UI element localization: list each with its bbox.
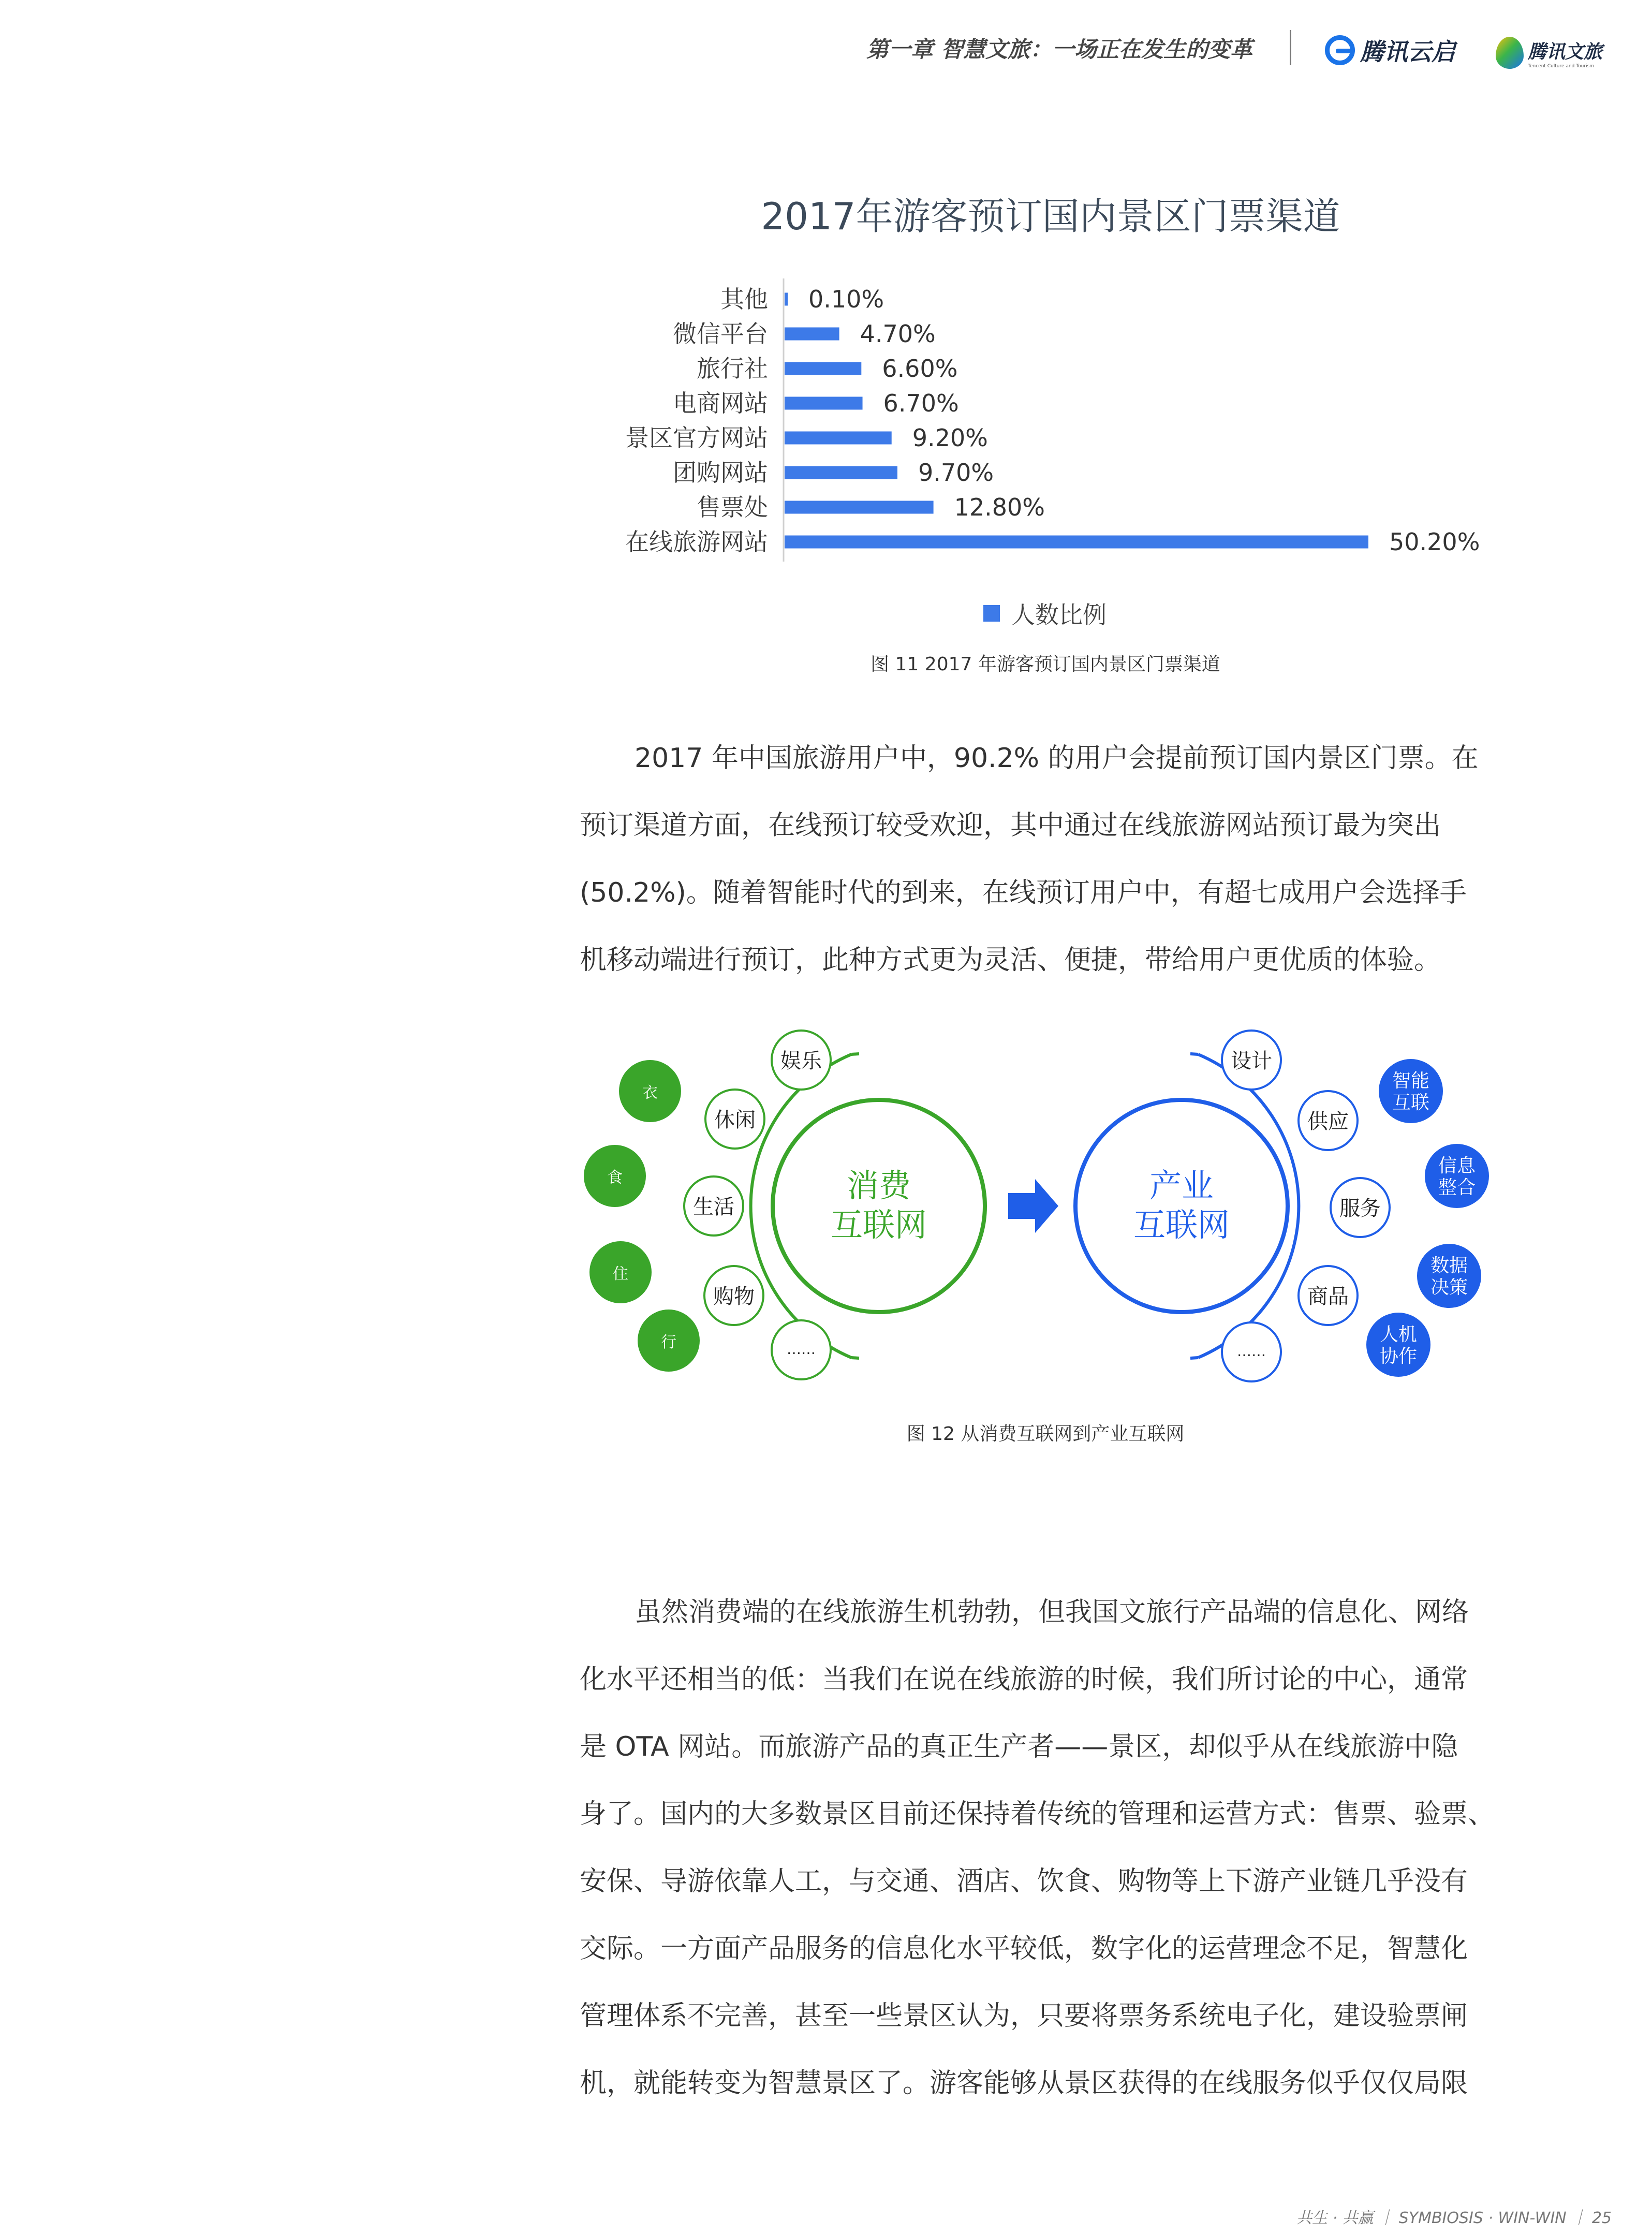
- category-label: 在线旅游网站: [625, 528, 768, 556]
- category-label: 其他: [720, 285, 768, 313]
- svg-text:休闲: 休闲: [714, 1108, 756, 1132]
- svg-text:行: 行: [661, 1333, 676, 1351]
- bar: [785, 432, 892, 445]
- category-label: 团购网站: [673, 459, 768, 487]
- left-outer-housing: [589, 1241, 652, 1303]
- bar: [785, 362, 861, 375]
- right-node-goods: [1299, 1266, 1358, 1325]
- right-outer-human-machine: [1366, 1313, 1430, 1377]
- category-label: 景区官方网站: [625, 424, 768, 452]
- svg-text:住: 住: [613, 1265, 628, 1283]
- left-node-more: [772, 1320, 831, 1379]
- paragraph-1-line: 机移动端进行预订，此种方式更为灵活、便捷，带给用户更优质的体验。: [580, 945, 1441, 976]
- svg-text:设计: 设计: [1231, 1049, 1272, 1073]
- paragraph-2-line: 虽然消费端的在线旅游生机勃勃，但我国文旅行产品端的信息化、网络: [635, 1597, 1469, 1628]
- svg-text:衣: 衣: [642, 1084, 658, 1102]
- data-label: 12.80%: [954, 493, 1045, 521]
- svg-text:人机: 人机: [1379, 1324, 1418, 1345]
- svg-text:生活: 生活: [693, 1195, 734, 1219]
- bar: [785, 466, 897, 479]
- data-label: 50.20%: [1389, 528, 1480, 556]
- data-label: 6.60%: [882, 355, 958, 383]
- right-node-supply: [1299, 1091, 1358, 1150]
- svg-text:数据: 数据: [1430, 1255, 1468, 1276]
- left-outer-clothing: [619, 1060, 681, 1122]
- transition-arrow-icon: [1008, 1179, 1058, 1233]
- consumer-internet-label: 消费: [846, 1167, 911, 1204]
- paragraph-2-line: 机，就能转变为智慧景区了。游客能够从景区获得的在线服务似乎仅仅局限: [580, 2068, 1468, 2099]
- svg-text:决策: 决策: [1430, 1277, 1468, 1298]
- category-label: 旅行社: [697, 355, 768, 383]
- bar: [785, 328, 839, 341]
- figure-12-caption: 图 12 从消费互联网到产业互联网: [906, 1423, 1185, 1445]
- category-label: 售票处: [697, 493, 768, 521]
- chart-title: 2017年游客预订国内景区门票渠道: [761, 195, 1340, 238]
- left-node-life: [684, 1176, 743, 1235]
- tencent-culture-logo-text: 腾讯文旅: [1528, 41, 1603, 63]
- svg-text:协作: 协作: [1379, 1346, 1418, 1367]
- bar: [785, 293, 788, 306]
- svg-text:互联: 互联: [1392, 1092, 1430, 1113]
- svg-text:食: 食: [607, 1169, 623, 1187]
- svg-text:智能: 智能: [1392, 1070, 1430, 1092]
- bar-chart: [0, 0, 1652, 595]
- industry-internet-label: 互联网: [1133, 1206, 1230, 1244]
- right-outer-smart-connect: [1379, 1059, 1443, 1123]
- consumer-to-industry-diagram: [569, 1014, 1532, 1408]
- bar: [785, 397, 863, 410]
- right-outer-data-decision: [1417, 1244, 1481, 1308]
- data-label: 9.20%: [912, 424, 988, 452]
- category-label: 微信平台: [673, 320, 768, 348]
- left-outer-food: [584, 1145, 646, 1207]
- legend-swatch: [983, 605, 1000, 622]
- left-node-leisure: [705, 1090, 764, 1149]
- paragraph-2-line: 是 OTA 网站。而旅游产品的真正生产者——景区，却似乎从在线旅游中隐: [580, 1731, 1458, 1762]
- paragraph-1-line: 2017 年中国旅游用户中，90.2% 的用户会提前预订国内景区门票。在: [635, 743, 1479, 774]
- paragraph-2: [580, 1579, 1501, 2117]
- paragraph-2-line: 管理体系不完善，甚至一些景区认为，只要将票务系统电子化，建设验票闸: [580, 2000, 1468, 2032]
- paragraph-2-line: 化水平还相当的低：当我们在说在线旅游的时候，我们所讨论的中心，通常: [580, 1664, 1468, 1695]
- paragraph-2-line: 安保、导游依靠人工，与交通、酒店、饮食、购物等上下游产业链几乎没有: [580, 1866, 1468, 1897]
- svg-text:购物: 购物: [713, 1285, 755, 1308]
- data-label: 0.10%: [808, 285, 884, 313]
- chart-legend: [983, 598, 1107, 629]
- paragraph-1-line: (50.2%)。随着智能时代的到来，在线预订用户中，有超七成用户会选择手: [580, 877, 1467, 908]
- bar: [785, 536, 1368, 549]
- right-outer-info-integration: [1425, 1144, 1489, 1208]
- paragraph-1: [580, 725, 1501, 994]
- right-node-more: [1222, 1322, 1281, 1381]
- figure-11-caption: 图 11 2017 年游客预订国内景区门票渠道: [871, 654, 1220, 675]
- svg-text:娱乐: 娱乐: [780, 1049, 822, 1073]
- data-label: 9.70%: [918, 459, 994, 487]
- consumer-internet-label: 互联网: [830, 1206, 927, 1244]
- bar: [785, 501, 934, 514]
- svg-text:商品: 商品: [1307, 1285, 1349, 1308]
- paragraph-2-line: 交际。一方面产品服务的信息化水平较低，数字化的运营理念不足，智慧化: [580, 1933, 1468, 1964]
- legend-label: 人数比例: [1011, 601, 1107, 629]
- svg-text:……: ……: [1237, 1343, 1266, 1360]
- industry-internet-label: 产业: [1149, 1167, 1214, 1204]
- paragraph-1-line: 预订渠道方面，在线预订较受欢迎，其中通过在线旅游网站预订最为突出: [580, 810, 1441, 841]
- category-label: 电商网站: [673, 389, 768, 417]
- data-label: 6.70%: [883, 389, 959, 417]
- svg-text:信息: 信息: [1438, 1155, 1476, 1176]
- left-node-shopping: [704, 1266, 763, 1325]
- left-node-entertainment: [772, 1031, 831, 1090]
- svg-text:供应: 供应: [1307, 1110, 1349, 1134]
- right-node-service: [1331, 1178, 1390, 1237]
- left-outer-travel: [638, 1310, 700, 1372]
- svg-text:……: ……: [787, 1341, 816, 1358]
- data-label: 4.70%: [860, 320, 936, 348]
- tencent-cloud-logo-text: 腾讯云启: [1360, 38, 1455, 66]
- chapter-title: 第一章 智慧文旅：一场正在发生的变革: [866, 37, 1252, 63]
- svg-text:服务: 服务: [1339, 1197, 1381, 1220]
- page-footer: 共生 · 共赢 ｜ SYMBIOSIS · WIN-WIN ｜ 25: [1296, 2209, 1612, 2227]
- right-node-design: [1222, 1031, 1281, 1090]
- svg-text:整合: 整合: [1438, 1177, 1476, 1198]
- tencent-culture-logo-subtext: Tencent Culture and Tourism: [1528, 63, 1595, 69]
- paragraph-2-line: 身了。国内的大多数景区目前还保持着传统的管理和运营方式：售票、验票、: [580, 1799, 1495, 1830]
